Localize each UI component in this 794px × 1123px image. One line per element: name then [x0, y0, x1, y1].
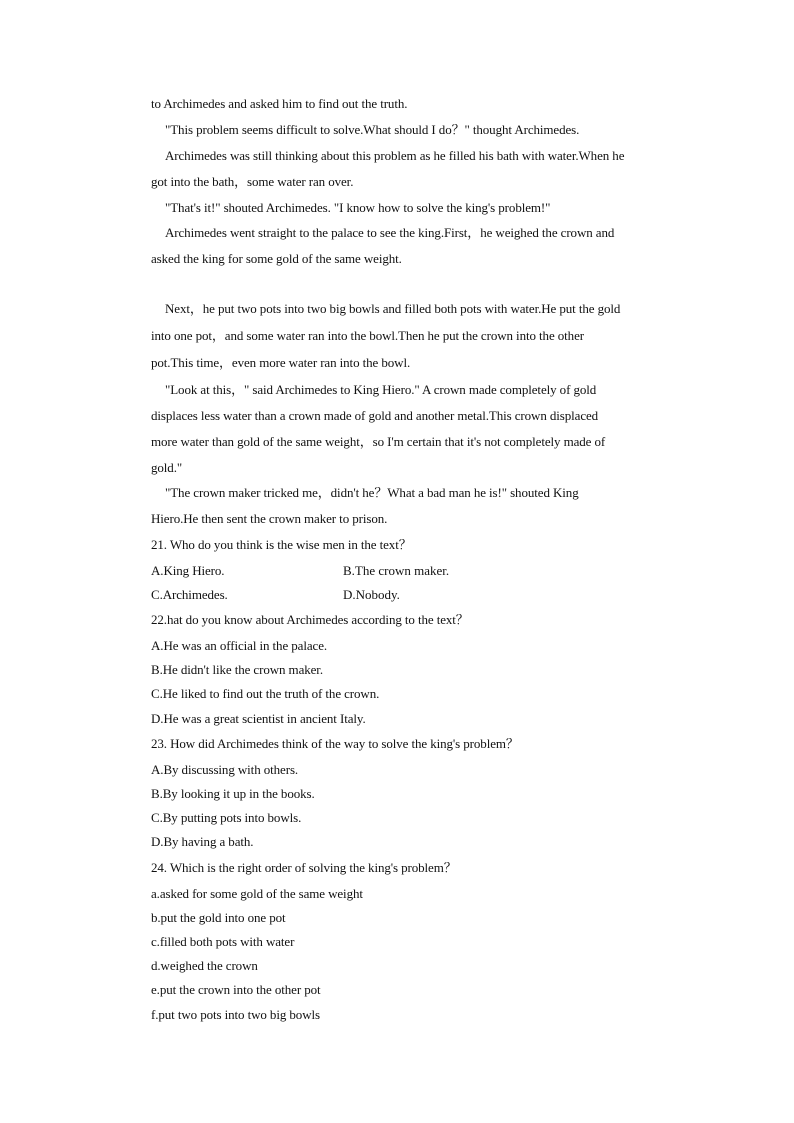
question-23: 23. How did Archimedes think of the way to solve the king's problem？: [151, 736, 519, 751]
q23-option-d: D.By having a bath.: [151, 834, 254, 849]
passage-line-15: "The crown maker tricked me，didn't he？What a bad man he is!" shouted King: [165, 485, 579, 500]
passage-line-9: into one pot，and some water ran into the bowl.Then he put the crown into the other: [151, 328, 584, 343]
q24-step-c: c.filled both pots with water: [151, 934, 295, 949]
q21-option-d: D.Nobody.: [343, 587, 400, 602]
passage-line-10: pot.This time，even more water ran into the bowl.: [151, 355, 411, 370]
passage-line-3: Archimedes was still thinking about this problem as he filled his bath with water.When he: [165, 148, 625, 163]
question-21: 21. Who do you think is the wise men in the text？: [151, 537, 412, 552]
q24-step-e: e.put the crown into the other pot: [151, 982, 321, 997]
question-22: 22.hat do you know about Archimedes according to the text？: [151, 612, 469, 627]
passage-line-16: Hiero.He then sent the crown maker to prison.: [151, 511, 388, 526]
q21-option-a: A.King Hiero.: [151, 563, 225, 578]
q21-option-c: C.Archimedes.: [151, 587, 228, 602]
q23-option-c: C.By putting pots into bowls.: [151, 810, 302, 825]
q23-option-b: B.By looking it up in the books.: [151, 786, 315, 801]
passage-line-7: asked the king for some gold of the same weight.: [151, 251, 402, 266]
passage-line-8: Next，he put two pots into two big bowls and filled both pots with water.He put the gold: [165, 301, 621, 316]
q24-step-f: f.put two pots into two big bowls: [151, 1007, 320, 1022]
q24-step-b: b.put the gold into one pot: [151, 910, 286, 925]
q21-option-b: B.The crown maker.: [343, 563, 450, 578]
passage-line-11: "Look at this，" said Archimedes to King Hiero." A crown made completely of gold: [165, 382, 597, 397]
passage-line-12: displaces less water than a crown made of gold and another metal.This crown displaced: [151, 408, 599, 423]
passage-line-1: to Archimedes and asked him to find out the truth.: [151, 96, 408, 111]
passage-line-14: gold.": [151, 460, 183, 475]
passage-line-4: got into the bath，some water ran over.: [151, 174, 354, 189]
passage-line-6: Archimedes went straight to the palace to see the king.First，he weighed the crown and: [165, 225, 615, 240]
q22-option-d: D.He was a great scientist in ancient Italy.: [151, 711, 366, 726]
q22-option-c: C.He liked to find out the truth of the crown.: [151, 686, 380, 701]
q24-step-a: a.asked for some gold of the same weight: [151, 886, 363, 901]
q24-step-d: d.weighed the crown: [151, 958, 258, 973]
passage-line-2: "This problem seems difficult to solve.What should I do？" thought Archimedes.: [165, 122, 580, 137]
question-24: 24. Which is the right order of solving the king's problem？: [151, 860, 457, 875]
q22-option-b: B.He didn't like the crown maker.: [151, 662, 323, 677]
passage-line-5: "That's it!" shouted Archimedes. "I know how to solve the king's problem!": [165, 200, 551, 215]
q22-option-a: A.He was an official in the palace.: [151, 638, 328, 653]
q23-option-a: A.By discussing with others.: [151, 762, 299, 777]
passage-line-13: more water than gold of the same weight，so I'm certain that it's not completely made of: [151, 434, 606, 449]
